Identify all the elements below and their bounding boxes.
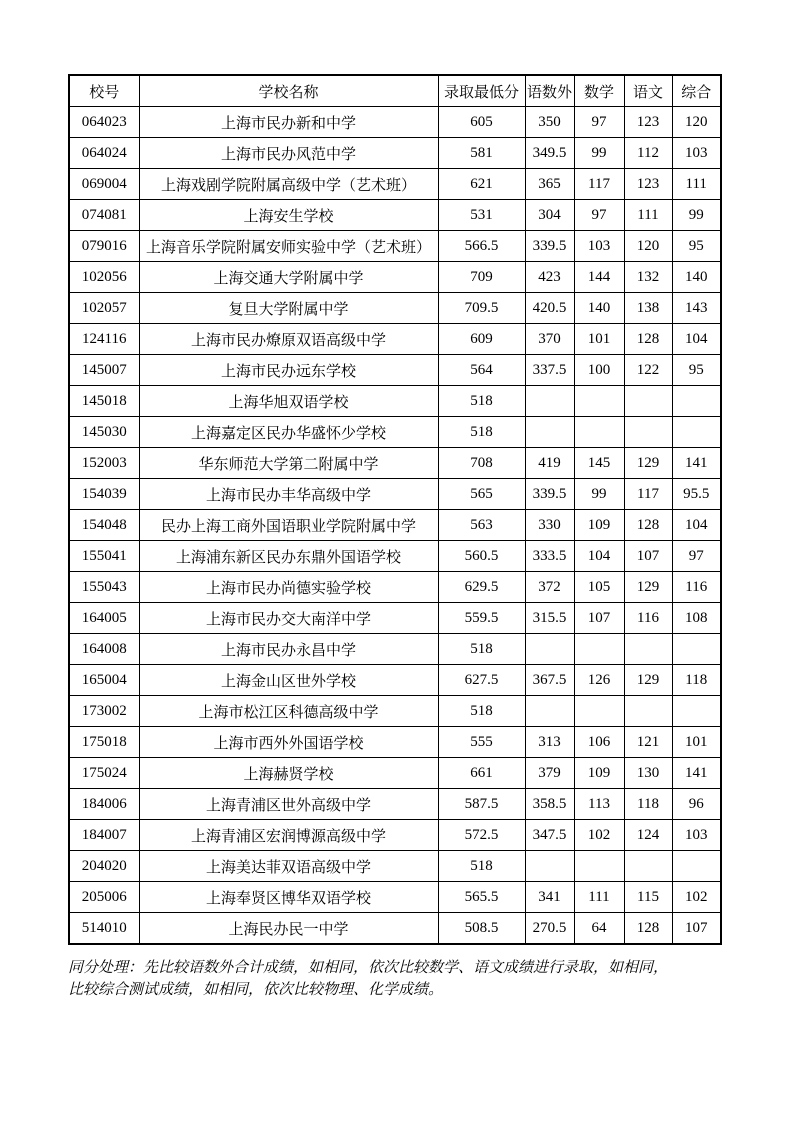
table-cell-comprehensive: 140	[672, 262, 721, 293]
table-cell-chinese	[624, 634, 672, 665]
table-row	[69, 789, 721, 820]
table-cell-school-name: 上海市民办新和中学	[139, 107, 438, 138]
table-cell-math: 106	[574, 727, 624, 758]
table-row	[69, 758, 721, 789]
table-cell-comprehensive: 96	[672, 789, 721, 820]
table-cell-school-name: 上海音乐学院附属安师实验中学（艺术班）	[139, 231, 438, 262]
footnote-line-2: 比较综合测试成绩，如相同，依次比较物理、化学成绩。	[68, 981, 444, 998]
table-row	[69, 603, 721, 634]
table-cell-comprehensive: 118	[672, 665, 721, 696]
table-cell-comprehensive: 104	[672, 510, 721, 541]
table-cell-math: 111	[574, 882, 624, 913]
table-cell-school-code: 164005	[69, 603, 139, 634]
table-cell-school-code: 154039	[69, 479, 139, 510]
table-cell-math: 99	[574, 479, 624, 510]
table-cell-chinese: 122	[624, 355, 672, 386]
table-cell-school-name: 上海赫贤学校	[139, 758, 438, 789]
table-cell-comprehensive: 143	[672, 293, 721, 324]
table-cell-math: 107	[574, 603, 624, 634]
table-row	[69, 138, 721, 169]
table-cell-min-admission-score: 605	[438, 107, 525, 138]
table-cell-min-admission-score: 555	[438, 727, 525, 758]
table-cell-comprehensive: 103	[672, 138, 721, 169]
table-cell-school-name: 上海市民办丰华高级中学	[139, 479, 438, 510]
table-cell-min-admission-score: 563	[438, 510, 525, 541]
table-cell-comprehensive	[672, 634, 721, 665]
table-cell-chinese-math-english: 270.5	[525, 913, 574, 945]
table-cell-min-admission-score: 661	[438, 758, 525, 789]
table-cell-chinese: 129	[624, 448, 672, 479]
table-cell-math: 145	[574, 448, 624, 479]
table-cell-math: 97	[574, 200, 624, 231]
table-row	[69, 417, 721, 448]
table-cell-min-admission-score: 564	[438, 355, 525, 386]
table-cell-school-code: 155041	[69, 541, 139, 572]
table-cell-chinese: 111	[624, 200, 672, 231]
footnote	[68, 958, 740, 1002]
table-cell-school-name: 上海市民办燎原双语高级中学	[139, 324, 438, 355]
column-header-school-name: 学校名称	[139, 75, 438, 107]
table-cell-school-code: 154048	[69, 510, 139, 541]
table-cell-comprehensive: 108	[672, 603, 721, 634]
table-cell-chinese-math-english: 423	[525, 262, 574, 293]
table-cell-min-admission-score: 518	[438, 696, 525, 727]
table-cell-min-admission-score: 560.5	[438, 541, 525, 572]
table-cell-school-name: 上海奉贤区博华双语学校	[139, 882, 438, 913]
table-cell-school-code: 124116	[69, 324, 139, 355]
table-cell-school-code: 205006	[69, 882, 139, 913]
table-cell-min-admission-score: 621	[438, 169, 525, 200]
table-cell-math: 144	[574, 262, 624, 293]
column-header-min-admission-score: 录取最低分	[438, 75, 525, 107]
table-cell-chinese-math-english: 350	[525, 107, 574, 138]
table-cell-chinese-math-english: 313	[525, 727, 574, 758]
table-cell-min-admission-score: 572.5	[438, 820, 525, 851]
table-row	[69, 355, 721, 386]
table-cell-chinese-math-english: 379	[525, 758, 574, 789]
table-cell-school-code: 175024	[69, 758, 139, 789]
table-cell-school-name: 上海市松江区科德高级中学	[139, 696, 438, 727]
table-cell-math: 105	[574, 572, 624, 603]
table-cell-math	[574, 417, 624, 448]
table-cell-comprehensive: 120	[672, 107, 721, 138]
table-cell-chinese-math-english: 420.5	[525, 293, 574, 324]
table-row	[69, 479, 721, 510]
table-cell-school-code: 145007	[69, 355, 139, 386]
table-cell-chinese-math-english	[525, 851, 574, 882]
score-sheet	[68, 74, 720, 1002]
table-cell-math	[574, 696, 624, 727]
table-cell-chinese-math-english: 419	[525, 448, 574, 479]
table-cell-comprehensive: 101	[672, 727, 721, 758]
table-cell-school-name: 复旦大学附属中学	[139, 293, 438, 324]
table-row	[69, 851, 721, 882]
table-cell-chinese	[624, 851, 672, 882]
table-cell-school-code: 064023	[69, 107, 139, 138]
table-cell-math	[574, 386, 624, 417]
table-row	[69, 882, 721, 913]
table-header	[69, 75, 721, 107]
table-cell-min-admission-score: 518	[438, 634, 525, 665]
table-cell-comprehensive: 141	[672, 448, 721, 479]
table-cell-chinese: 120	[624, 231, 672, 262]
table-cell-chinese: 112	[624, 138, 672, 169]
table-row	[69, 820, 721, 851]
table-cell-school-name: 上海美达菲双语高级中学	[139, 851, 438, 882]
table-cell-min-admission-score: 709	[438, 262, 525, 293]
table-cell-school-name: 上海浦东新区民办东鼎外国语学校	[139, 541, 438, 572]
table-cell-chinese: 128	[624, 913, 672, 945]
table-cell-comprehensive	[672, 417, 721, 448]
table-cell-school-code: 165004	[69, 665, 139, 696]
table-body	[69, 107, 721, 945]
table-cell-min-admission-score: 559.5	[438, 603, 525, 634]
table-cell-school-name: 上海嘉定区民办华盛怀少学校	[139, 417, 438, 448]
table-cell-comprehensive: 103	[672, 820, 721, 851]
table-row	[69, 386, 721, 417]
table-cell-school-code: 102056	[69, 262, 139, 293]
table-cell-school-code: 175018	[69, 727, 139, 758]
table-cell-school-name: 上海青浦区世外高级中学	[139, 789, 438, 820]
table-cell-school-code: 155043	[69, 572, 139, 603]
table-cell-school-name: 上海市民办风范中学	[139, 138, 438, 169]
table-row	[69, 541, 721, 572]
table-cell-comprehensive	[672, 386, 721, 417]
table-cell-school-name: 上海戏剧学院附属高级中学（艺术班）	[139, 169, 438, 200]
table-cell-math: 99	[574, 138, 624, 169]
table-cell-chinese: 129	[624, 665, 672, 696]
table-cell-comprehensive: 107	[672, 913, 721, 945]
table-cell-comprehensive: 104	[672, 324, 721, 355]
table-row	[69, 510, 721, 541]
table-row	[69, 727, 721, 758]
table-cell-chinese	[624, 696, 672, 727]
table-cell-chinese-math-english	[525, 634, 574, 665]
table-cell-min-admission-score: 709.5	[438, 293, 525, 324]
table-cell-chinese-math-english	[525, 386, 574, 417]
table-cell-school-code: 064024	[69, 138, 139, 169]
table-cell-chinese: 129	[624, 572, 672, 603]
header-row	[69, 75, 721, 107]
table-row	[69, 107, 721, 138]
table-cell-min-admission-score: 581	[438, 138, 525, 169]
table-row	[69, 200, 721, 231]
table-cell-chinese-math-english: 370	[525, 324, 574, 355]
table-cell-chinese-math-english: 372	[525, 572, 574, 603]
table-cell-chinese-math-english: 330	[525, 510, 574, 541]
table-cell-math: 103	[574, 231, 624, 262]
table-cell-chinese: 107	[624, 541, 672, 572]
table-cell-school-code: 184006	[69, 789, 139, 820]
table-cell-min-admission-score: 508.5	[438, 913, 525, 945]
table-cell-min-admission-score: 708	[438, 448, 525, 479]
table-cell-chinese-math-english: 339.5	[525, 479, 574, 510]
table-cell-comprehensive: 111	[672, 169, 721, 200]
table-cell-school-name: 上海青浦区宏润博源高级中学	[139, 820, 438, 851]
table-cell-chinese-math-english: 341	[525, 882, 574, 913]
table-cell-chinese-math-english: 304	[525, 200, 574, 231]
table-row	[69, 324, 721, 355]
table-cell-chinese: 128	[624, 510, 672, 541]
table-cell-chinese: 128	[624, 324, 672, 355]
table-cell-chinese: 115	[624, 882, 672, 913]
table-cell-chinese-math-english: 358.5	[525, 789, 574, 820]
table-cell-math: 97	[574, 107, 624, 138]
table-cell-comprehensive: 95	[672, 355, 721, 386]
table-cell-math	[574, 634, 624, 665]
footnote-line-1: 同分处理：先比较语数外合计成绩，如相同，依次比较数学、语文成绩进行录取，如相同，	[68, 960, 669, 976]
table-cell-school-code: 069004	[69, 169, 139, 200]
column-header-math: 数学	[574, 75, 624, 107]
table-cell-school-name: 上海华旭双语学校	[139, 386, 438, 417]
table-cell-comprehensive: 97	[672, 541, 721, 572]
admission-score-table	[68, 74, 722, 945]
table-cell-math: 64	[574, 913, 624, 945]
table-cell-chinese-math-english: 349.5	[525, 138, 574, 169]
table-cell-school-code: 184007	[69, 820, 139, 851]
table-cell-comprehensive: 116	[672, 572, 721, 603]
table-cell-school-name: 上海市民办交大南洋中学	[139, 603, 438, 634]
table-cell-school-code: 173002	[69, 696, 139, 727]
table-cell-min-admission-score: 565.5	[438, 882, 525, 913]
table-cell-math: 102	[574, 820, 624, 851]
table-cell-math: 117	[574, 169, 624, 200]
table-cell-school-code: 164008	[69, 634, 139, 665]
table-cell-chinese: 118	[624, 789, 672, 820]
table-cell-school-code: 152003	[69, 448, 139, 479]
table-cell-school-name: 华东师范大学第二附属中学	[139, 448, 438, 479]
table-cell-school-code: 145018	[69, 386, 139, 417]
table-cell-school-name: 上海民办民一中学	[139, 913, 438, 945]
table-cell-comprehensive: 99	[672, 200, 721, 231]
table-cell-min-admission-score: 565	[438, 479, 525, 510]
table-cell-chinese: 124	[624, 820, 672, 851]
table-cell-comprehensive: 102	[672, 882, 721, 913]
table-cell-math: 126	[574, 665, 624, 696]
table-cell-min-admission-score: 566.5	[438, 231, 525, 262]
table-cell-math: 101	[574, 324, 624, 355]
table-row	[69, 634, 721, 665]
table-cell-chinese-math-english: 337.5	[525, 355, 574, 386]
table-cell-chinese-math-english	[525, 417, 574, 448]
table-cell-chinese: 132	[624, 262, 672, 293]
column-header-chinese-math-english: 语数外	[525, 75, 574, 107]
table-cell-chinese: 117	[624, 479, 672, 510]
table-row	[69, 696, 721, 727]
table-cell-comprehensive: 95	[672, 231, 721, 262]
table-cell-min-admission-score: 627.5	[438, 665, 525, 696]
table-cell-chinese: 116	[624, 603, 672, 634]
table-cell-math	[574, 851, 624, 882]
table-cell-school-name: 上海金山区世外学校	[139, 665, 438, 696]
table-cell-math: 113	[574, 789, 624, 820]
table-cell-school-code: 204020	[69, 851, 139, 882]
table-cell-chinese	[624, 386, 672, 417]
table-row	[69, 572, 721, 603]
table-cell-min-admission-score: 531	[438, 200, 525, 231]
table-row	[69, 231, 721, 262]
table-row	[69, 448, 721, 479]
table-cell-comprehensive	[672, 696, 721, 727]
column-header-chinese: 语文	[624, 75, 672, 107]
column-header-comprehensive: 综合	[672, 75, 721, 107]
table-cell-chinese-math-english: 365	[525, 169, 574, 200]
table-cell-math: 104	[574, 541, 624, 572]
table-cell-school-code: 514010	[69, 913, 139, 945]
table-cell-school-name: 上海市民办尚德实验学校	[139, 572, 438, 603]
table-row	[69, 293, 721, 324]
column-header-school-code: 校号	[69, 75, 139, 107]
table-cell-school-name: 上海安生学校	[139, 200, 438, 231]
table-row	[69, 262, 721, 293]
table-cell-min-admission-score: 609	[438, 324, 525, 355]
table-cell-min-admission-score: 629.5	[438, 572, 525, 603]
table-cell-chinese: 123	[624, 107, 672, 138]
table-cell-min-admission-score: 518	[438, 851, 525, 882]
table-cell-chinese: 138	[624, 293, 672, 324]
table-cell-school-name: 上海市民办远东学校	[139, 355, 438, 386]
table-cell-min-admission-score: 587.5	[438, 789, 525, 820]
table-cell-chinese-math-english: 367.5	[525, 665, 574, 696]
table-cell-school-name: 民办上海工商外国语职业学院附属中学	[139, 510, 438, 541]
table-cell-chinese-math-english: 339.5	[525, 231, 574, 262]
table-cell-chinese: 130	[624, 758, 672, 789]
table-cell-chinese-math-english	[525, 696, 574, 727]
table-row	[69, 169, 721, 200]
table-cell-math: 140	[574, 293, 624, 324]
table-cell-chinese: 123	[624, 169, 672, 200]
table-cell-school-name: 上海市西外外国语学校	[139, 727, 438, 758]
table-cell-min-admission-score: 518	[438, 386, 525, 417]
table-cell-chinese-math-english: 347.5	[525, 820, 574, 851]
table-cell-school-code: 079016	[69, 231, 139, 262]
table-cell-comprehensive	[672, 851, 721, 882]
table-row	[69, 913, 721, 945]
table-row	[69, 665, 721, 696]
table-cell-math: 100	[574, 355, 624, 386]
table-cell-school-name: 上海市民办永昌中学	[139, 634, 438, 665]
table-cell-school-code: 074081	[69, 200, 139, 231]
table-cell-chinese	[624, 417, 672, 448]
table-cell-comprehensive: 95.5	[672, 479, 721, 510]
table-cell-math: 109	[574, 510, 624, 541]
table-cell-school-code: 145030	[69, 417, 139, 448]
table-cell-chinese: 121	[624, 727, 672, 758]
table-cell-school-code: 102057	[69, 293, 139, 324]
table-cell-comprehensive: 141	[672, 758, 721, 789]
table-cell-chinese-math-english: 333.5	[525, 541, 574, 572]
table-cell-chinese-math-english: 315.5	[525, 603, 574, 634]
table-cell-school-name: 上海交通大学附属中学	[139, 262, 438, 293]
table-cell-math: 109	[574, 758, 624, 789]
table-cell-min-admission-score: 518	[438, 417, 525, 448]
